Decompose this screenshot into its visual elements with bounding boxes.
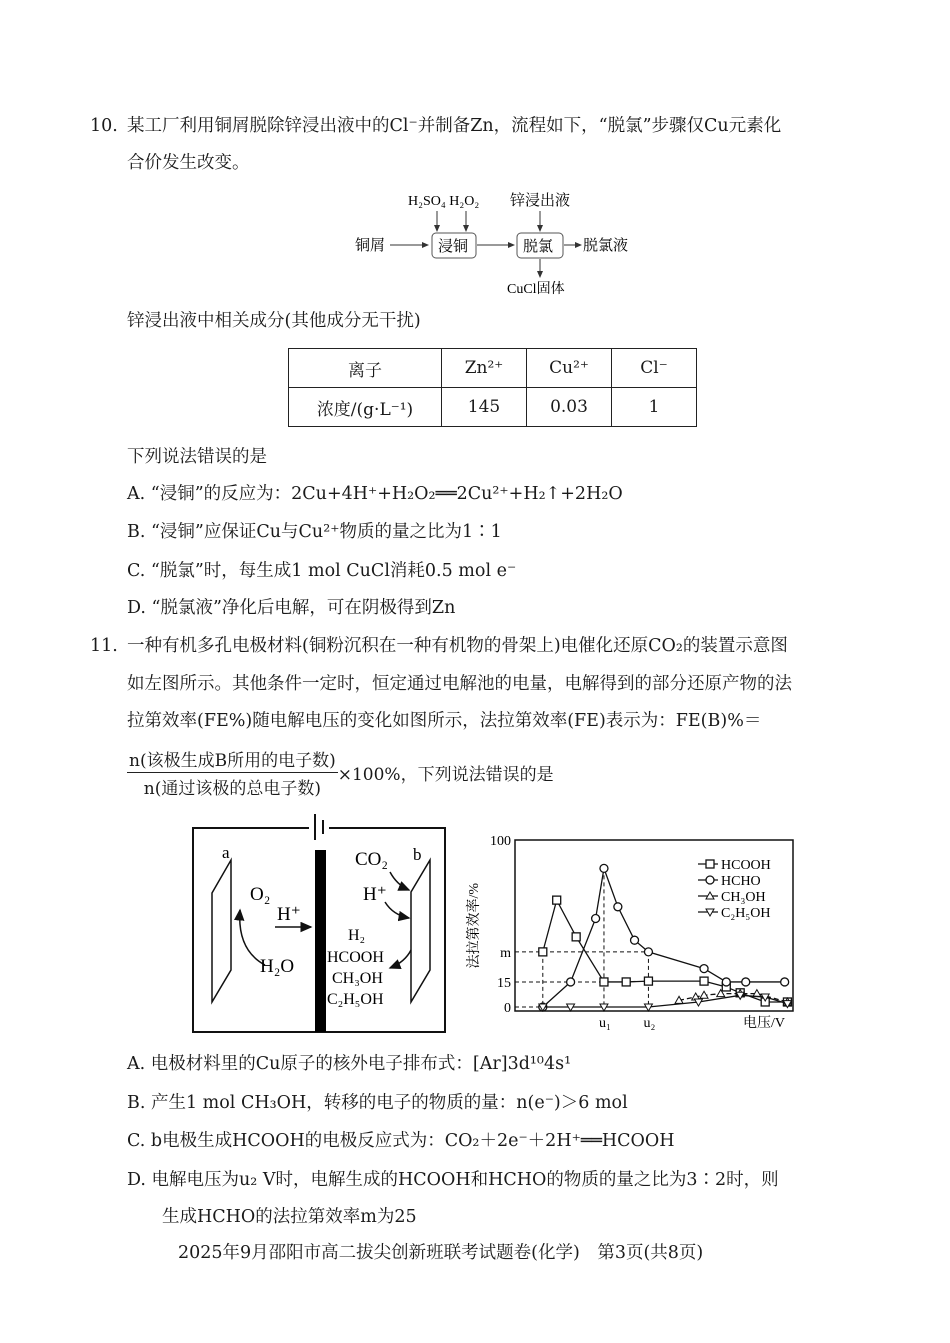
y-tick-label: 0 [504, 1001, 511, 1016]
fe-formula [127, 746, 554, 799]
flow-output: 脱氯液 [583, 238, 629, 254]
flow-reagent1: H₂SO₄ H₂O₂ [408, 194, 480, 209]
q11-stem-line3: 拉第效率(FE%)随电解电压的变化如图所示，法拉第效率(FE)表示为：FE(B)%＝ [127, 711, 762, 731]
page-footer: 2025年9月邵阳市高二拔尖创新班联考试题卷(化学) 第3页(共8页) [178, 1243, 704, 1263]
data-point [742, 978, 750, 986]
data-point [722, 978, 730, 986]
q11-option-b: B. 产生1 mol CH₃OH，转移的电子的物质的量：n(e⁻)＞6 mol [127, 1093, 628, 1113]
product-ch3oh: CH₃OH [332, 970, 383, 987]
x-tick-label: u₂ [643, 1016, 656, 1031]
legend-label: C₂H₅OH [721, 906, 771, 921]
table-header: Cl⁻ [612, 349, 697, 388]
flow-step1: 浸铜 [438, 239, 469, 255]
table-row [289, 349, 697, 388]
legend-label: HCOOH [721, 858, 771, 873]
q10-option-a: A. “浸铜”的反应为：2Cu+4H⁺+H₂O₂══2Cu²⁺+H₂↑+2H₂O [127, 484, 623, 504]
membrane [315, 850, 326, 1032]
electrode-a [212, 860, 231, 1002]
ion-table [288, 348, 697, 427]
data-point [781, 978, 789, 986]
q11-number: 11. [90, 636, 118, 656]
svg-text:H⁺: H⁺ [363, 884, 387, 905]
x-axis-label: 电压/V [743, 1016, 785, 1031]
fe-tail: ×100%，下列说法错误的是 [337, 765, 554, 785]
q10-option-d: D. “脱氯液”净化后电解，可在阴极得到Zn [127, 598, 456, 618]
q11-stem-line1: 一种有机多孔电极材料(铜粉沉积在一种有机物的骨架上)电催化还原CO₂的装置示意图 [127, 636, 788, 656]
flow-solid: CuCl固体 [507, 282, 565, 297]
fe-denominator: n(通过该极的总电子数) [143, 779, 321, 799]
svg-text:CO₂: CO₂ [355, 849, 389, 870]
data-point [622, 978, 630, 986]
q10-question: 下列说法错误的是 [127, 447, 267, 467]
data-point [572, 933, 580, 941]
product-h2: H₂ [348, 927, 366, 944]
legend-label: HCHO [721, 874, 761, 889]
q10-number: 10. [90, 116, 118, 136]
data-point [700, 965, 708, 973]
data-point [539, 948, 547, 956]
q11-option-a: A. 电极材料里的Cu原子的核外电子排布式：[Ar]3d¹⁰4s¹ [127, 1054, 572, 1074]
q11-option-d-cont: 生成HCHO的法拉第效率m为25 [162, 1207, 417, 1227]
data-point [592, 914, 600, 922]
y-tick-label: m [500, 945, 511, 961]
y-tick-label: 15 [497, 975, 511, 991]
q11-option-d: D. 电解电压为u₂ V时，电解生成的HCOOH和HCHO的物质的量之比为3∶2时，则 [127, 1170, 779, 1190]
flow-input: 铜屑 [355, 238, 386, 254]
flow-reagent2: 锌浸出液 [510, 193, 571, 209]
y-axis-label: 法拉第效率/% [467, 882, 482, 969]
q10-table-caption: 锌浸出液中相关成分(其他成分无干扰) [127, 311, 421, 331]
q10-stem-line2: 合价发生改变。 [127, 153, 250, 173]
legend-marker [706, 876, 714, 884]
svg-text:O₂: O₂ [250, 884, 271, 905]
data-point [614, 903, 622, 911]
table-cell: 1 [612, 388, 697, 427]
table-cell: 浓度/(g·L⁻¹) [289, 388, 442, 427]
q10-option-c: C. “脱氯”时，每生成1 mol CuCl消耗0.5 mol e⁻ [127, 561, 517, 581]
svg-text:b: b [413, 845, 422, 864]
table-cell: 145 [442, 388, 527, 427]
data-point [700, 977, 708, 985]
product-hcooh: HCOOH [327, 949, 384, 966]
data-point [644, 948, 652, 956]
table-header: Zn²⁺ [442, 349, 527, 388]
svg-text:H₂O: H₂O [260, 956, 295, 977]
data-point [631, 936, 639, 944]
q11-option-c: C. b电极生成HCOOH的电极反应式为：CO₂＋2e⁻＋2H⁺══HCOOH [127, 1131, 675, 1151]
data-point [553, 896, 561, 904]
legend-marker [706, 860, 714, 868]
product-c2h5oh: C₂H₅OH [327, 991, 384, 1008]
electrode-b [411, 860, 430, 1002]
svg-text:H⁺: H⁺ [277, 904, 301, 925]
data-point [600, 864, 608, 872]
table-row [289, 388, 697, 427]
q11-stem-line2: 如左图所示。其他条件一定时，恒定通过电解池的电量，电解得到的部分还原产物的法 [127, 674, 792, 694]
fe-chart [460, 825, 810, 1040]
flow-step2: 脱氯 [523, 239, 554, 255]
data-point [644, 977, 652, 985]
electrolysis-cell-diagram [185, 810, 455, 1040]
svg-text:a: a [222, 843, 230, 862]
y-tick-label: 100 [490, 834, 511, 849]
x-tick-label: u₁ [598, 1016, 611, 1031]
q10-stem-line1: 某工厂利用铜屑脱除锌浸出液中的Cl⁻并制备Zn，流程如下，“脱氯”步骤仅Cu元素化 [127, 116, 782, 136]
data-point [567, 978, 575, 986]
q10-flow-diagram [340, 185, 660, 300]
table-cell: 0.03 [527, 388, 612, 427]
legend-label: CH₃OH [721, 890, 766, 905]
table-header: 离子 [289, 349, 442, 388]
fe-numerator: n(该极生成B所用的电子数) [127, 746, 338, 773]
table-header: Cu²⁺ [527, 349, 612, 388]
data-point [600, 978, 608, 986]
q10-option-b: B. “浸铜”应保证Cu与Cu²⁺物质的量之比为1∶1 [127, 522, 502, 542]
